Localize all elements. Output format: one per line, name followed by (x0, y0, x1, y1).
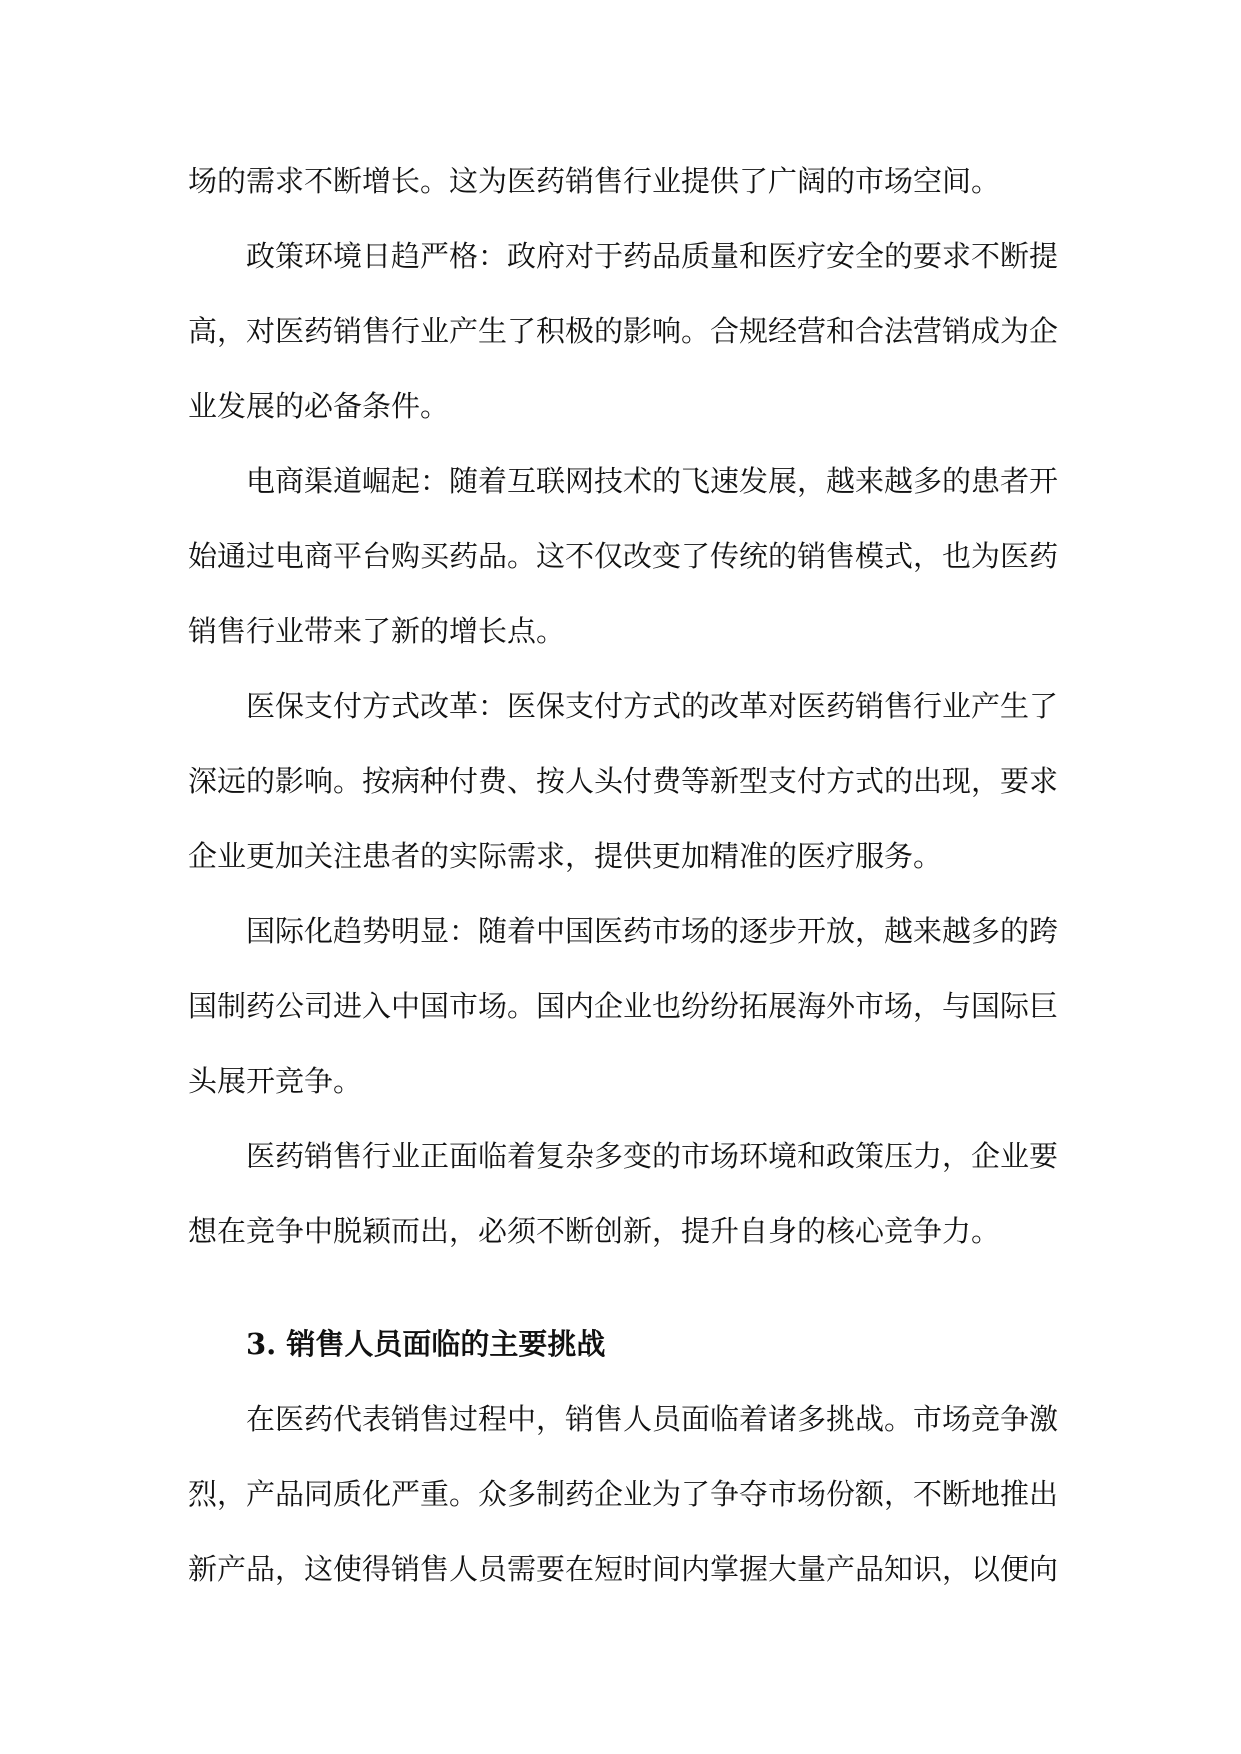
paragraph-ecommerce: 电商渠道崛起：随着互联网技术的飞速发展，越来越多的患者开始通过电商平台购买药品。这不仅改变了传统的销售模式，也为医药销售行业带来了新的增长点。 (188, 464, 1059, 648)
section-heading: 3. 销售人员面临的主要挑战 (246, 1327, 606, 1361)
paragraph-continued: 场的需求不断增长。这为医药销售行业提供了广阔的市场空间。 (188, 164, 1001, 198)
document-page (188, 144, 1058, 1607)
paragraph-policy: 政策环境日趋严格：政府对于药品质量和医疗安全的要求不断提高，对医药销售行业产生了积极的影响。合规经营和合法营销成为企业发展的必备条件。 (188, 239, 1059, 423)
paragraph-summary: 医药销售行业正面临着复杂多变的市场环境和政策压力，企业要想在竞争中脱颖而出，必须不断创新，提升自身的核心竞争力。 (188, 1139, 1059, 1248)
paragraph-international: 国际化趋势明显：随着中国医药市场的逐步开放，越来越多的跨国制药公司进入中国市场。国内企业也纷纷拓展海外市场，与国际巨头展开竞争。 (188, 914, 1059, 1098)
paragraph-insurance: 医保支付方式改革：医保支付方式的改革对医药销售行业产生了深远的影响。按病种付费、按人头付费等新型支付方式的出现，要求企业更加关注患者的实际需求，提供更加精准的医疗服务。 (188, 689, 1059, 873)
paragraph-challenges: 在医药代表销售过程中，销售人员面临着诸多挑战。市场竞争激烈，产品同质化严重。众多制药企业为了争夺市场份额，不断地推出新产品，这使得销售人员需要在短时间内掌握大量产品知识，以便向 (188, 1402, 1059, 1586)
